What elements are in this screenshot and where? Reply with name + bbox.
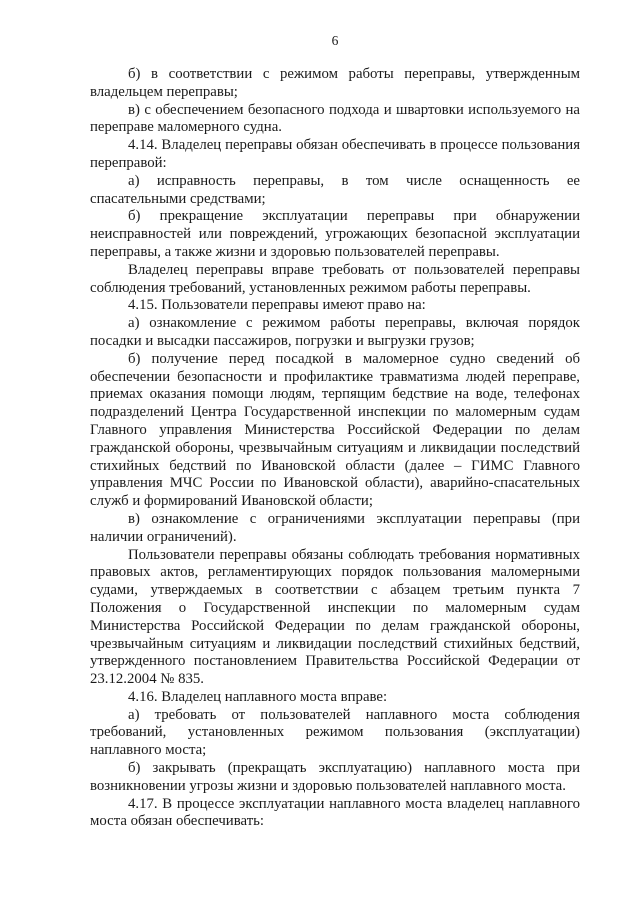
paragraph-stop-operation: б) прекращение эксплуатации переправы при обнаружении неисправностей или повреждений, угрожающих безопасной эксплуатации переправы, а также жизни и здоровью пользователей переправы. <box>90 208 580 260</box>
paragraph-4-14: 4.14. Владелец переправы обязан обеспечивать в процессе пользования переправой: <box>90 137 580 171</box>
paragraph-owner-right: Владелец переправы вправе требовать от пользователей переправы соблюдения требований, установленных режимом работы переправы. <box>90 261 580 296</box>
paragraph-serviceability: а) исправность переправы, в том числе оснащенность ее спасательными средствами; <box>90 172 580 207</box>
paragraph-4-17: 4.17. В процессе эксплуатации наплавного моста владелец наплавного моста обязан обеспечивать: <box>90 795 580 830</box>
page-number: 6 <box>331 33 339 48</box>
paragraph-safety-information: б) получение перед посадкой в маломерное судно сведений об обеспечении безопасности и профилактике травматизма людей переправе, приемах оказания помощи людям, терпящим бедствие на воде, телефонах подразделений Центра Государственной инспекции по маломерным судам Главного управления Министерства Российской Федерации по делам гражданской обороны, чрезвычайным ситуациям и ликвидации последствий стихийных бедствий по Ивановской области (далее – ГИМС Главного управления МЧС России по Ивановской области), аварийно-спасательных служб и формирований Ивановской области; <box>90 350 580 510</box>
paragraph-schedule-familiarization: а) ознакомление с режимом работы переправы, включая порядок посадки и высадки пассажиров, погрузки и выгрузки грузов; <box>90 315 580 349</box>
paragraph-4-16: 4.16. Владелец наплавного моста вправе: <box>128 688 388 705</box>
document-page <box>90 32 580 831</box>
paragraph-4-15: 4.15. Пользователи переправы имеют право на: <box>128 297 426 314</box>
paragraph-restrictions: в) ознакомление с ограничениями эксплуатации переправы (при наличии ограничений). <box>90 510 580 545</box>
paragraph-user-obligations: Пользователи переправы обязаны соблюдать требования нормативных правовых актов, регламентирующих порядок пользования маломерными судами, утверждаемых в соответствии с абзацем третьим пункта 7 Положения о Государственной инспекции по маломерным судам Министерства Российской Федерации по делам гражданской обороны, чрезвычайным ситуациям и ликвидации последствий стихийных бедствий, утвержденного постановлением Правительства Российской Федерации от 23.12.2004 № 835. <box>90 546 580 688</box>
paragraph-safe-mooring: в) с обеспечением безопасного подхода и швартовки используемого на переправе маломерного судна. <box>90 101 580 136</box>
paragraph-bridge-requirements: а) требовать от пользователей наплавного моста соблюдения требований, установленных режимом пользования (эксплуатации) наплавного моста; <box>90 706 580 759</box>
paragraph-bridge-closing: б) закрывать (прекращать эксплуатацию) наплавного моста при возникновении угрозы жизни и здоровью пользователей наплавного моста. <box>90 760 580 794</box>
paragraph-crossing-schedule: б) в соответствии с режимом работы переправы, утвержденным владельцем переправы; <box>90 66 580 100</box>
